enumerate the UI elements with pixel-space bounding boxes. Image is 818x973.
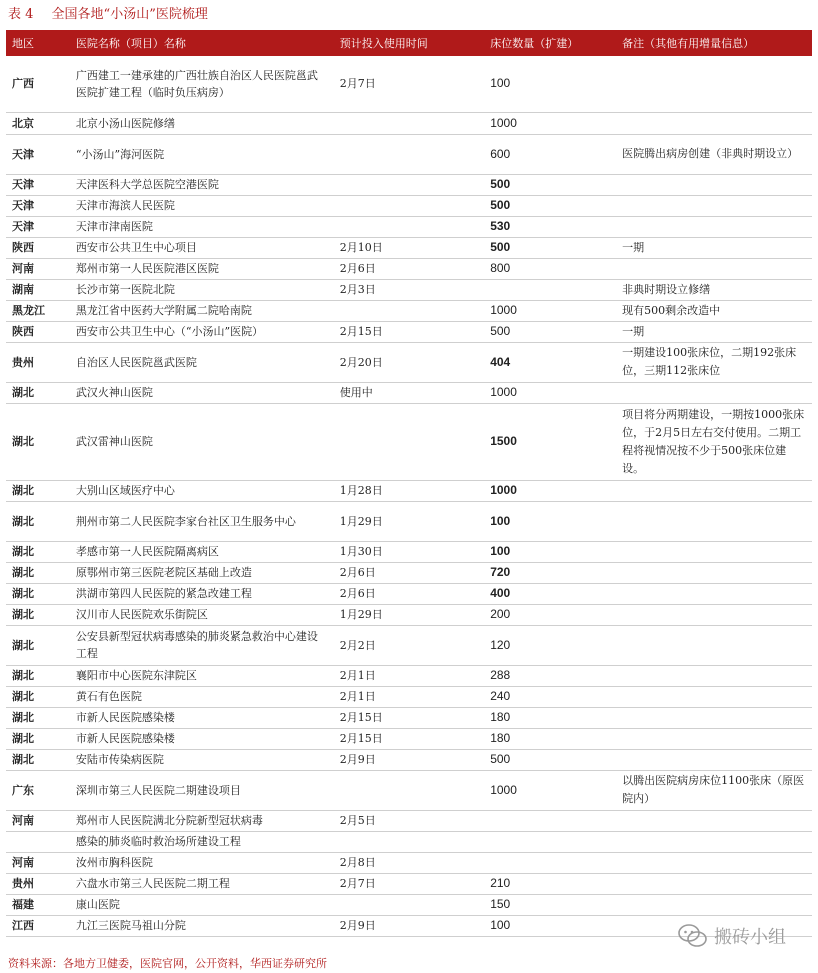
region-cell: 河南 bbox=[6, 852, 70, 873]
region-cell: 陕西 bbox=[6, 237, 70, 258]
hospital-name-cell: 自治区人民医院邕武医院 bbox=[70, 342, 334, 382]
watermark-text: 搬砖小组 bbox=[714, 927, 786, 948]
region-cell: 湖北 bbox=[6, 749, 70, 770]
table-row bbox=[6, 342, 812, 382]
table-row bbox=[6, 604, 812, 625]
table-body bbox=[6, 56, 812, 936]
note-cell bbox=[616, 604, 812, 625]
table-row bbox=[6, 707, 812, 728]
region-cell: 黑龙江 bbox=[6, 300, 70, 321]
hospital-name-cell: 武汉雷神山医院 bbox=[70, 403, 334, 480]
hospital-name-cell: 汉川市人民医院欢乐街院区 bbox=[70, 604, 334, 625]
expected-date-cell bbox=[334, 403, 484, 480]
beds-cell: 530 bbox=[484, 216, 616, 237]
table-row bbox=[6, 258, 812, 279]
hospital-name-cell: 天津市海滨人民医院 bbox=[70, 195, 334, 216]
region-cell: 福建 bbox=[6, 894, 70, 915]
beds-cell: 120 bbox=[484, 625, 616, 665]
note-cell: 项目将分两期建设，一期按1000张床位，于2月5日左右交付使用。二期工程将视情况按不少于500张床位建设。 bbox=[616, 403, 812, 480]
expected-date-cell: 2月15日 bbox=[334, 707, 484, 728]
beds-cell: 100 bbox=[484, 915, 616, 936]
table-row bbox=[6, 403, 812, 480]
table-row bbox=[6, 665, 812, 686]
table-row bbox=[6, 300, 812, 321]
beds-cell: 404 bbox=[484, 342, 616, 382]
expected-date-cell bbox=[334, 770, 484, 810]
watermark bbox=[678, 923, 786, 949]
hospital-name-cell: “小汤山”海河医院 bbox=[70, 134, 334, 174]
hospital-table bbox=[6, 30, 812, 937]
note-cell bbox=[616, 852, 812, 873]
table-row bbox=[6, 852, 812, 873]
region-cell: 天津 bbox=[6, 216, 70, 237]
expected-date-cell bbox=[334, 112, 484, 134]
note-cell: 医院腾出病房创建（非典时期设立） bbox=[616, 134, 812, 174]
hospital-name-cell: 西安市公共卫生中心项目 bbox=[70, 237, 334, 258]
region-cell: 河南 bbox=[6, 810, 70, 831]
hospital-name-cell: 广西建工一建承建的广西壮族自治区人民医院邕武医院扩建工程（临时负压病房） bbox=[70, 56, 334, 112]
hospital-name-cell: 市新人民医院感染楼 bbox=[70, 728, 334, 749]
wechat-icon bbox=[678, 923, 708, 949]
table-row bbox=[6, 749, 812, 770]
header-expected-date: 预计投入使用时间 bbox=[334, 30, 484, 56]
beds-cell: 500 bbox=[484, 237, 616, 258]
region-cell: 江西 bbox=[6, 915, 70, 936]
table-row bbox=[6, 321, 812, 342]
table-row bbox=[6, 195, 812, 216]
expected-date-cell: 2月1日 bbox=[334, 686, 484, 707]
region-cell bbox=[6, 831, 70, 852]
hospital-name-cell: 武汉火神山医院 bbox=[70, 382, 334, 403]
region-cell: 广东 bbox=[6, 770, 70, 810]
expected-date-cell bbox=[334, 894, 484, 915]
table-row bbox=[6, 174, 812, 195]
note-cell bbox=[616, 686, 812, 707]
beds-cell bbox=[484, 831, 616, 852]
expected-date-cell bbox=[334, 134, 484, 174]
note-cell: 非典时期设立修缮 bbox=[616, 279, 812, 300]
beds-cell: 150 bbox=[484, 894, 616, 915]
header-row bbox=[6, 30, 812, 56]
beds-cell: 240 bbox=[484, 686, 616, 707]
beds-cell: 100 bbox=[484, 501, 616, 541]
expected-date-cell: 2月9日 bbox=[334, 915, 484, 936]
region-cell: 贵州 bbox=[6, 342, 70, 382]
beds-cell: 500 bbox=[484, 749, 616, 770]
note-cell bbox=[616, 258, 812, 279]
beds-cell bbox=[484, 279, 616, 300]
note-cell bbox=[616, 174, 812, 195]
header-notes: 备注（其他有用增量信息） bbox=[616, 30, 812, 56]
expected-date-cell: 使用中 bbox=[334, 382, 484, 403]
beds-cell bbox=[484, 810, 616, 831]
beds-cell: 1000 bbox=[484, 480, 616, 501]
table-row bbox=[6, 501, 812, 541]
expected-date-cell: 1月29日 bbox=[334, 501, 484, 541]
hospital-name-cell: 郑州市人民医院满北分院新型冠状病毒 bbox=[70, 810, 334, 831]
hospital-name-cell: 襄阳市中心医院东津院区 bbox=[70, 665, 334, 686]
expected-date-cell: 2月15日 bbox=[334, 728, 484, 749]
table-row bbox=[6, 873, 812, 894]
hospital-name-cell: 天津市津南医院 bbox=[70, 216, 334, 237]
source-note: 资料来源：各地方卫健委，医院官网，公开资料，华西证券研究所 bbox=[8, 957, 327, 970]
expected-date-cell: 2月6日 bbox=[334, 562, 484, 583]
region-cell: 陕西 bbox=[6, 321, 70, 342]
note-cell bbox=[616, 810, 812, 831]
note-cell bbox=[616, 625, 812, 665]
beds-cell: 1000 bbox=[484, 382, 616, 403]
note-cell bbox=[616, 583, 812, 604]
table-row bbox=[6, 770, 812, 810]
table-row bbox=[6, 810, 812, 831]
hospital-name-cell: 黑龙江省中医药大学附属二院哈南院 bbox=[70, 300, 334, 321]
note-cell bbox=[616, 728, 812, 749]
hospital-name-cell: 原鄂州市第三医院老院区基础上改造 bbox=[70, 562, 334, 583]
beds-cell: 500 bbox=[484, 321, 616, 342]
region-cell: 湖北 bbox=[6, 665, 70, 686]
hospital-name-cell: 市新人民医院感染楼 bbox=[70, 707, 334, 728]
expected-date-cell: 2月9日 bbox=[334, 749, 484, 770]
region-cell: 湖北 bbox=[6, 501, 70, 541]
table-row bbox=[6, 382, 812, 403]
expected-date-cell bbox=[334, 195, 484, 216]
note-cell: 一期 bbox=[616, 321, 812, 342]
hospital-name-cell: 长沙市第一医院北院 bbox=[70, 279, 334, 300]
region-cell: 贵州 bbox=[6, 873, 70, 894]
note-cell: 一期 bbox=[616, 237, 812, 258]
header-region: 地区 bbox=[6, 30, 70, 56]
header-beds: 床位数量（扩建） bbox=[484, 30, 616, 56]
table-row bbox=[6, 279, 812, 300]
region-cell: 湖北 bbox=[6, 707, 70, 728]
beds-cell: 1000 bbox=[484, 300, 616, 321]
hospital-name-cell: 康山医院 bbox=[70, 894, 334, 915]
hospital-name-cell: 深圳市第三人民医院二期建设项目 bbox=[70, 770, 334, 810]
expected-date-cell bbox=[334, 216, 484, 237]
beds-cell: 600 bbox=[484, 134, 616, 174]
expected-date-cell: 2月5日 bbox=[334, 810, 484, 831]
beds-cell: 180 bbox=[484, 707, 616, 728]
note-cell: 现有500剩余改造中 bbox=[616, 300, 812, 321]
region-cell: 湖北 bbox=[6, 625, 70, 665]
table-row bbox=[6, 625, 812, 665]
region-cell: 湖北 bbox=[6, 583, 70, 604]
table-row bbox=[6, 112, 812, 134]
hospital-name-cell: 洪湖市第四人民医院的紧急改建工程 bbox=[70, 583, 334, 604]
region-cell: 湖北 bbox=[6, 541, 70, 562]
region-cell: 湖北 bbox=[6, 403, 70, 480]
region-cell: 湖北 bbox=[6, 604, 70, 625]
note-cell bbox=[616, 195, 812, 216]
note-cell: 以腾出医院病房床位1100张床（原医院内） bbox=[616, 770, 812, 810]
expected-date-cell: 2月6日 bbox=[334, 258, 484, 279]
hospital-name-cell: 孝感市第一人民医院隔离病区 bbox=[70, 541, 334, 562]
hospital-name-cell: 西安市公共卫生中心（“小汤山”医院） bbox=[70, 321, 334, 342]
table-row bbox=[6, 134, 812, 174]
beds-cell: 210 bbox=[484, 873, 616, 894]
expected-date-cell: 1月29日 bbox=[334, 604, 484, 625]
beds-cell bbox=[484, 852, 616, 873]
hospital-name-cell: 黄石有色医院 bbox=[70, 686, 334, 707]
expected-date-cell bbox=[334, 831, 484, 852]
table-row bbox=[6, 583, 812, 604]
table-row bbox=[6, 728, 812, 749]
beds-cell: 200 bbox=[484, 604, 616, 625]
table-row bbox=[6, 541, 812, 562]
note-cell bbox=[616, 501, 812, 541]
table-row bbox=[6, 237, 812, 258]
beds-cell: 100 bbox=[484, 56, 616, 112]
note-cell: 一期建设100张床位，二期192张床位，三期112张床位 bbox=[616, 342, 812, 382]
note-cell bbox=[616, 541, 812, 562]
region-cell: 河南 bbox=[6, 258, 70, 279]
table-row bbox=[6, 686, 812, 707]
note-cell bbox=[616, 873, 812, 894]
expected-date-cell bbox=[334, 300, 484, 321]
beds-cell: 1500 bbox=[484, 403, 616, 480]
table-row bbox=[6, 56, 812, 112]
region-cell: 湖北 bbox=[6, 480, 70, 501]
beds-cell: 800 bbox=[484, 258, 616, 279]
expected-date-cell: 1月30日 bbox=[334, 541, 484, 562]
table-row bbox=[6, 480, 812, 501]
table-row bbox=[6, 831, 812, 852]
table-title: 全国各地“小汤山”医院梳理 bbox=[51, 7, 208, 22]
note-cell bbox=[616, 665, 812, 686]
note-cell bbox=[616, 56, 812, 112]
expected-date-cell: 1月28日 bbox=[334, 480, 484, 501]
note-cell bbox=[616, 831, 812, 852]
expected-date-cell: 2月10日 bbox=[334, 237, 484, 258]
table-row bbox=[6, 216, 812, 237]
expected-date-cell: 2月3日 bbox=[334, 279, 484, 300]
region-cell: 湖北 bbox=[6, 382, 70, 403]
region-cell: 湖北 bbox=[6, 562, 70, 583]
expected-date-cell: 2月7日 bbox=[334, 56, 484, 112]
note-cell bbox=[616, 480, 812, 501]
region-cell: 广西 bbox=[6, 56, 70, 112]
note-cell bbox=[616, 382, 812, 403]
hospital-name-cell: 公安县新型冠状病毒感染的肺炎紧急救治中心建设工程 bbox=[70, 625, 334, 665]
beds-cell: 288 bbox=[484, 665, 616, 686]
hospital-name-cell: 九江三医院马祖山分院 bbox=[70, 915, 334, 936]
beds-cell: 500 bbox=[484, 195, 616, 216]
beds-cell: 400 bbox=[484, 583, 616, 604]
note-cell bbox=[616, 894, 812, 915]
hospital-name-cell: 感染的肺炎临时救治场所建设工程 bbox=[70, 831, 334, 852]
beds-cell: 100 bbox=[484, 541, 616, 562]
expected-date-cell: 2月6日 bbox=[334, 583, 484, 604]
expected-date-cell: 2月8日 bbox=[334, 852, 484, 873]
beds-cell: 500 bbox=[484, 174, 616, 195]
hospital-name-cell: 安陆市传染病医院 bbox=[70, 749, 334, 770]
region-cell: 湖北 bbox=[6, 686, 70, 707]
beds-cell: 1000 bbox=[484, 112, 616, 134]
hospital-name-cell: 北京小汤山医院修缮 bbox=[70, 112, 334, 134]
hospital-name-cell: 六盘水市第三人民医院二期工程 bbox=[70, 873, 334, 894]
hospital-name-cell: 汝州市胸科医院 bbox=[70, 852, 334, 873]
expected-date-cell: 2月20日 bbox=[334, 342, 484, 382]
region-cell: 北京 bbox=[6, 112, 70, 134]
beds-cell: 180 bbox=[484, 728, 616, 749]
hospital-name-cell: 荆州市第二人民医院李家台社区卫生服务中心 bbox=[70, 501, 334, 541]
expected-date-cell: 2月2日 bbox=[334, 625, 484, 665]
table-number: 表 4 bbox=[8, 7, 34, 22]
table-row bbox=[6, 894, 812, 915]
note-cell bbox=[616, 707, 812, 728]
region-cell: 湖南 bbox=[6, 279, 70, 300]
note-cell bbox=[616, 749, 812, 770]
table-row bbox=[6, 562, 812, 583]
expected-date-cell: 2月15日 bbox=[334, 321, 484, 342]
note-cell bbox=[616, 216, 812, 237]
table-caption bbox=[8, 3, 208, 27]
expected-date-cell bbox=[334, 174, 484, 195]
region-cell: 天津 bbox=[6, 134, 70, 174]
hospital-name-cell: 郑州市第一人民医院港区医院 bbox=[70, 258, 334, 279]
note-cell bbox=[616, 562, 812, 583]
hospital-name-cell: 天津医科大学总医院空港医院 bbox=[70, 174, 334, 195]
region-cell: 天津 bbox=[6, 195, 70, 216]
header-hospital-name: 医院名称（项目）名称 bbox=[70, 30, 334, 56]
hospital-name-cell: 大别山区域医疗中心 bbox=[70, 480, 334, 501]
beds-cell: 720 bbox=[484, 562, 616, 583]
region-cell: 天津 bbox=[6, 174, 70, 195]
beds-cell: 1000 bbox=[484, 770, 616, 810]
region-cell: 湖北 bbox=[6, 728, 70, 749]
note-cell bbox=[616, 112, 812, 134]
expected-date-cell: 2月1日 bbox=[334, 665, 484, 686]
expected-date-cell: 2月7日 bbox=[334, 873, 484, 894]
